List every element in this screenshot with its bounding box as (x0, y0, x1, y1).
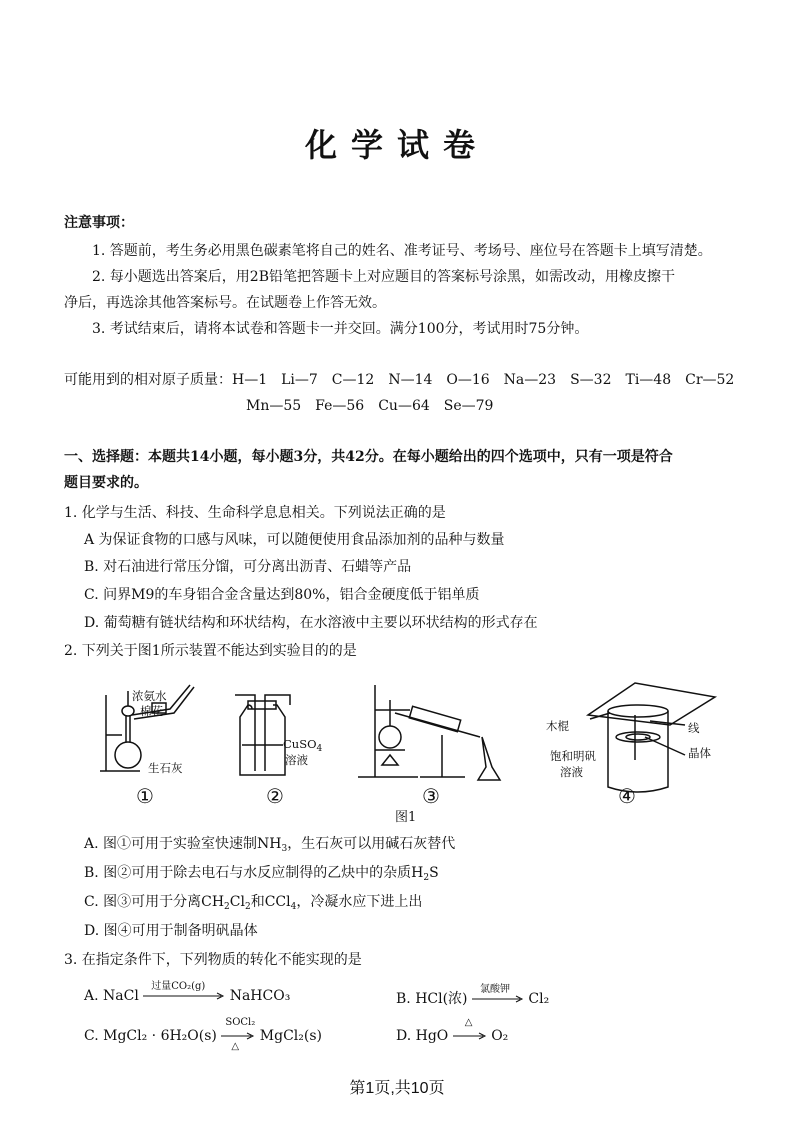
apparatus-3 (358, 685, 500, 780)
question-stem: 2. 下列关于图1所示装置不能达到实验目的的是 (64, 643, 357, 659)
apparatus-4 (588, 683, 715, 792)
atomic-mass-line: 可能用到的相对原子质量：H—1 Li—7 C—12 N—14 O—16 Na—23 S—32 Ti—48 Cr—52 (64, 372, 735, 388)
option-a: A 为保证食物的口感与风味，可以随便使用食品添加剂的品种与数量 (84, 532, 505, 548)
reaction-arrow: △ (453, 1029, 487, 1043)
option-c: C. 图③可用于分离$CH_2Cl_2$和CCl$_4$，冷凝水应下进上出 (84, 894, 423, 912)
option-c: C. MgCl₂ · 6H₂O(s) SOCl₂ △ MgCl₂(s) (84, 1017, 323, 1052)
option-a: A. NaCl 过量CO₂(g) NaHCO₃ (84, 981, 291, 1004)
option-d: D. HgO △ O₂ (396, 1017, 509, 1044)
notice-item: 2. 每小题选出答案后，用2B铅笔把答题卡上对应题目的答案标号涂黑，如需改动，用橡皮擦干 (92, 269, 676, 285)
apparatus-number: ② (266, 784, 284, 808)
apparatus-number: ① (136, 784, 154, 808)
option-c: C. 问界M9的车身铝合金含量达到80%，铝合金硬度低于铝单质 (84, 587, 480, 603)
apparatus-number: ③ (422, 784, 440, 808)
option-b: B. 对石油进行常压分馏，可分离出沥青、石蜡等产品 (84, 559, 412, 575)
section-heading: 一、选择题：本题共14小题，每小题3分，共42分。在每小题给出的四个选项中，只有一项是符合 (64, 449, 673, 465)
label-alum-solution: 溶液 (560, 765, 583, 779)
label-cotton: 棉花 (140, 704, 163, 718)
page-footer: 第1页,共10页 (349, 1080, 445, 1097)
label-cuso4: CuSO$_4$ (283, 737, 323, 754)
apparatus-number: ④ (618, 784, 636, 808)
reaction-arrow: 过量CO₂(g) (143, 989, 225, 1003)
question-stem: 3. 在指定条件下，下列物质的转化不能实现的是 (64, 952, 362, 968)
notice-heading: 注意事项： (64, 215, 134, 231)
label-ammonia: 浓氨水 (132, 689, 167, 703)
notice-item: 1. 答题前，考生务必用黑色碳素笔将自己的姓名、准考证号、考场号、座位号在答题卡上填写清楚。 (92, 243, 712, 259)
atomic-mass-line: Mn—55 Fe—56 Cu—64 Se—79 (246, 398, 494, 414)
reaction-arrow: SOCl₂ △ (225, 1017, 256, 1052)
option-b: B. HCl(浓) 氯酸钾 Cl₂ (396, 984, 550, 1007)
page-title: 化学试卷 (304, 126, 489, 164)
apparatus-2 (235, 695, 290, 775)
label-solution: 溶液 (285, 753, 308, 767)
figure-1-apparatus (90, 675, 740, 810)
option-a: A. 图①可用于实验室快速制$NH_3$，生石灰可以用碱石灰替代 (84, 836, 456, 854)
question-stem: 1. 化学与生活、科技、生命科学息息相关。下列说法正确的是 (64, 505, 446, 521)
label-alum: 饱和明矾 (550, 749, 596, 763)
label-quicklime: 生石灰 (148, 761, 183, 775)
label-thread: 线 (688, 721, 700, 735)
reaction-arrow: 氯酸钾 (472, 992, 524, 1006)
label-stick: 木棍 (546, 719, 569, 733)
option-d: D. 葡萄糖有链状结构和环状结构，在水溶液中主要以环状结构的形式存在 (84, 615, 538, 631)
section-heading: 题目要求的。 (64, 475, 148, 491)
notice-item: 净后，再选涂其他答案标号。在试题卷上作答无效。 (64, 295, 386, 311)
figure-caption: 图1 (395, 810, 417, 825)
label-crystal: 晶体 (688, 746, 711, 760)
option-b: B. 图②可用于除去电石与水反应制得的乙炔中的杂质$H_2S$ (84, 865, 439, 883)
notice-item: 3. 考试结束后，请将本试卷和答题卡一并交回。满分100分，考试用时75分钟。 (92, 321, 589, 337)
option-d: D. 图④可用于制备明矾晶体 (84, 923, 258, 939)
